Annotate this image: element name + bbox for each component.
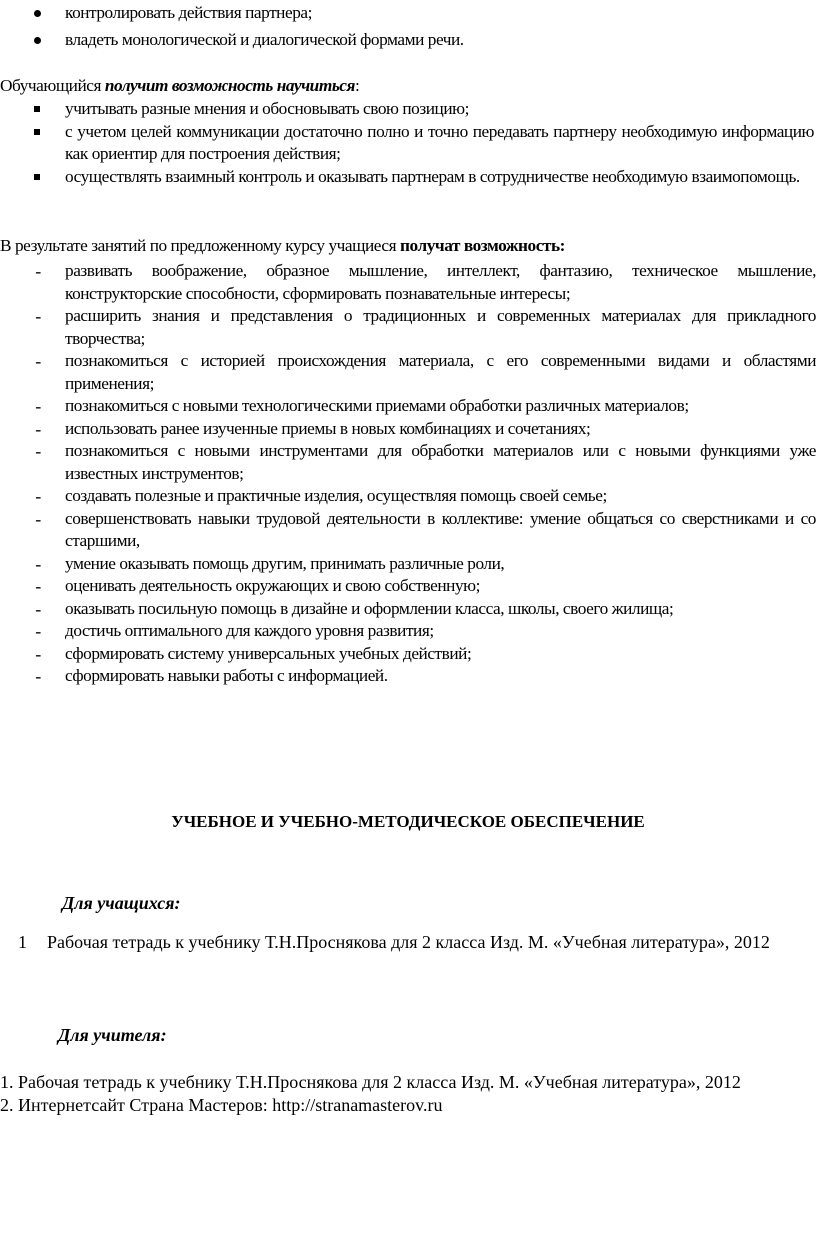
list-item <box>0 350 816 395</box>
list-item <box>0 665 816 688</box>
list-item <box>0 440 816 485</box>
list-item-text: познакомиться с новыми инструментами для обработки материалов или с новыми функциями уже известных инструментов; <box>65 441 816 483</box>
list-item <box>0 166 816 189</box>
list-item-text: познакомиться с новыми технологическими приемами обработки различных материалов; <box>65 396 689 415</box>
bullet-dash-icon: - <box>35 553 41 574</box>
reference-item: 2. Интернетсайт Страна Мастеров: http://stranamasterov.ru <box>0 1095 443 1115</box>
list-item-text: совершенствовать навыки трудовой деятельности в коллективе: умение общаться со сверстниками и со старшими, <box>65 508 816 550</box>
bullet-dash-icon: - <box>35 508 41 529</box>
students-heading: Для учащихся: <box>62 893 181 913</box>
bullet-dash-icon: - <box>35 441 41 461</box>
teacher-references <box>0 1071 816 1117</box>
bullet-dash-icon: - <box>35 418 41 439</box>
list-item <box>0 395 816 418</box>
list-item-text: оказывать посильную помощь в дизайне и оформлении класса, школы, своего жилища; <box>65 598 674 618</box>
list-item-text: расширить знания и представления о традиционных и современных материалах для прикладного творчества; <box>65 306 816 348</box>
opportunity-list <box>0 98 816 188</box>
communication-skills-list <box>0 2 816 51</box>
results-intro <box>0 235 816 258</box>
bullet-dash-icon: - <box>35 351 41 371</box>
bullet-dash-icon: - <box>35 666 41 686</box>
bullet-dash-icon: - <box>35 598 41 619</box>
list-item-text: познакомиться с историей происхождения материала, с его современными видами и областями применения; <box>65 351 816 393</box>
list-item <box>0 598 816 621</box>
reference-item: 1. Рабочая тетрадь к учебнику Т.Н.Проснякова для 2 класса Изд. М. «Учебная литература», 2012 <box>0 1072 741 1092</box>
section-title: УЧЕБНОЕ И УЧЕБНО-МЕТОДИЧЕСКОЕ ОБЕСПЕЧЕНИЕ <box>171 812 645 831</box>
bullet-dash-icon: - <box>35 486 41 506</box>
results-list <box>0 260 816 688</box>
list-item-text: контролировать действия партнера; <box>65 3 312 22</box>
list-item <box>0 643 816 666</box>
reference-number: 1 <box>18 932 27 952</box>
bullet-dash-icon: - <box>35 621 41 641</box>
list-item <box>0 121 816 166</box>
opportunity-emphasis: получит возможность научиться <box>104 76 355 95</box>
list-item <box>0 575 816 598</box>
opportunity-suffix: : <box>354 76 360 95</box>
list-item <box>0 305 816 350</box>
reference-text: Рабочая тетрадь к учебнику Т.Н.Проснякова для 2 класса Изд. М. «Учебная литература», 2012 <box>47 932 770 952</box>
list-item <box>0 98 816 121</box>
list-item <box>0 620 816 643</box>
list-item <box>0 2 816 25</box>
opportunity-intro <box>0 75 816 98</box>
list-item-text: достичь оптимального для каждого уровня развития; <box>65 621 434 640</box>
list-item <box>0 553 816 576</box>
list-item-text: сформировать навыки работы с информацией. <box>65 666 388 685</box>
list-item <box>0 485 816 508</box>
list-item <box>0 29 816 52</box>
list-item <box>0 508 816 553</box>
teacher-heading: Для учителя: <box>58 1025 167 1045</box>
list-item-text: владеть монологической и диалогической формами речи. <box>65 29 464 49</box>
bullet-dash-icon: - <box>35 643 41 664</box>
list-item-text: умение оказывать помощь другим, принимать различные роли, <box>65 553 505 573</box>
opportunity-prefix: Обучающийся <box>0 76 105 95</box>
list-item <box>0 418 816 441</box>
results-prefix: В результате занятий по предложенному курсу учащиеся <box>0 236 400 255</box>
results-emphasis: получат возможность: <box>400 236 565 255</box>
list-item-text: создавать полезные и практичные изделия, осуществляя помощь своей семье; <box>65 486 607 505</box>
list-item-text: использовать ранее изученные приемы в новых комбинациях и сочетаниях; <box>65 418 591 438</box>
bullet-dash-icon: - <box>35 306 41 326</box>
bullet-dash-icon: - <box>35 396 41 416</box>
list-item <box>0 260 816 305</box>
list-item-text: учитывать разные мнения и обосновывать свою позицию; <box>65 99 469 118</box>
list-item-text: оценивать деятельность окружающих и свою собственную; <box>65 576 480 595</box>
list-item-text: развивать воображение, образное мышление, интеллект, фантазию, техническое мышление, конструкторские способности, сформировать познавательные интересы; <box>65 261 816 303</box>
list-item-text: сформировать систему универсальных учебных действий; <box>65 643 472 663</box>
students-reference <box>0 931 816 954</box>
list-item-text: с учетом целей коммуникации достаточно полно и точно передавать партнеру необходимую информацию как ориентир для построения действия; <box>65 121 814 163</box>
list-item-text: осуществлять взаимный контроль и оказывать партнерам в сотрудничестве необходимую взаимопомощь. <box>65 166 800 186</box>
bullet-dash-icon: - <box>35 261 41 281</box>
bullet-dash-icon: - <box>35 576 41 596</box>
